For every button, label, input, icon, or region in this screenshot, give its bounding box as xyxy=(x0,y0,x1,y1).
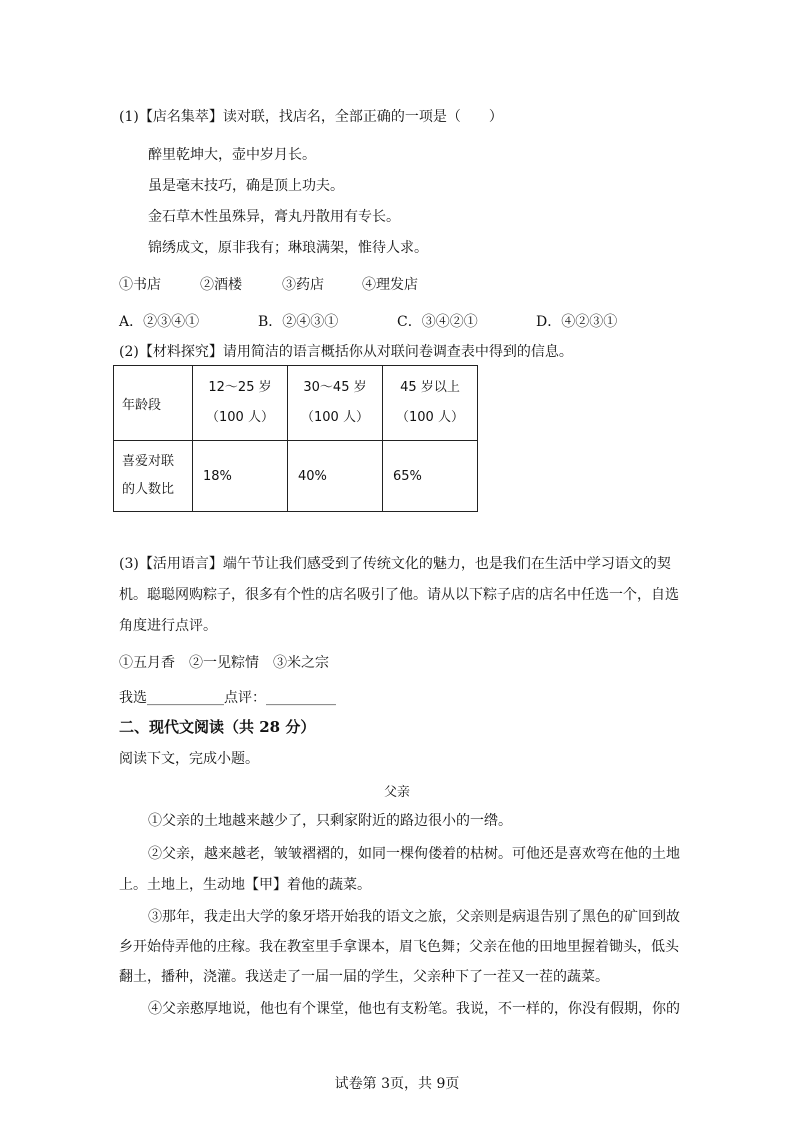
like-ratio-label-line2: 的人数比 xyxy=(122,482,175,497)
q2-question: (2)【材料探究】请用简洁的语言概括你从对联问卷调查表中得到的信息。 xyxy=(119,344,573,360)
shop-4: ④理发店 xyxy=(362,277,418,293)
q3-shop-names: ①五月香 ②一见粽情 ③米之宗 xyxy=(119,655,329,671)
reading-instruction: 阅读下文，完成小题。 xyxy=(119,751,259,767)
couplet-1: 醉里乾坤大，壶中岁月长。 xyxy=(148,147,316,163)
age-range: 45 岁以上 xyxy=(400,380,460,395)
sample-count: （100 人） xyxy=(301,410,369,425)
q3-answer-line: 我选___________点评：__________ xyxy=(119,690,336,706)
paragraph-line: 乡开始侍弄他的庄稼。我在教室里手拿课本，眉飞色舞；父亲在他的田地里握着锄头，低头 xyxy=(119,939,679,955)
ratio-value: 40% xyxy=(288,441,383,512)
couplet-2: 虽是毫末技巧，确是顶上功夫。 xyxy=(148,178,344,194)
age-group-label: 年龄段 xyxy=(114,366,193,441)
couplet-3: 金石草木性虽殊异，膏丸丹散用有专长。 xyxy=(148,209,400,225)
paragraph-line: ③那年，我走出大学的象牙塔开始我的语文之旅，父亲则是病退告别了黑色的矿回到故 xyxy=(148,909,680,925)
ratio-value: 65% xyxy=(383,441,478,512)
age-range: 12～25 岁 xyxy=(208,380,272,395)
q3-line-1: (3)【活用语言】端午节让我们感受到了传统文化的魅力，也是我们在生活中学习语文的契 xyxy=(119,556,671,572)
like-ratio-label-line1: 喜爱对联 xyxy=(122,454,175,469)
option-d: D．④②③① xyxy=(536,314,618,330)
section-heading: 二、现代文阅读（共 28 分） xyxy=(119,718,316,736)
table-cell xyxy=(383,366,478,441)
paragraph-line: ①父亲的土地越来越少了，只剩家附近的路边很小的一绺。 xyxy=(148,813,512,829)
paragraph-line: 上。土地上，生动地【甲】着他的蔬菜。 xyxy=(119,877,371,893)
table-cell xyxy=(193,366,288,441)
sample-count: （100 人） xyxy=(206,410,274,425)
q3-line-3: 角度进行点评。 xyxy=(119,618,217,634)
option-b: B．②④③① xyxy=(258,314,339,330)
shop-1: ①书店 xyxy=(119,277,161,293)
table-row xyxy=(114,441,478,512)
age-range: 30～45 岁 xyxy=(303,380,367,395)
survey-table xyxy=(113,365,478,512)
shop-3: ③药店 xyxy=(282,277,324,293)
sample-count: （100 人） xyxy=(396,410,464,425)
q3-line-2: 机。聪聪网购粽子，很多有个性的店名吸引了他。请从以下粽子店的店名中任选一个，自选 xyxy=(119,587,679,603)
table-row xyxy=(114,366,478,441)
page-footer: 试卷第 3页，共 9页 xyxy=(334,1076,460,1092)
paragraph-line: ②父亲，越来越老，皱皱褶褶的，如同一棵佝偻着的枯树。可他还是喜欢弯在他的土地 xyxy=(148,846,680,862)
paragraph-line: ④父亲憨厚地说，他也有个课堂，他也有支粉笔。我说，不一样的，你没有假期，你的 xyxy=(148,1001,680,1017)
like-ratio-label xyxy=(114,441,193,512)
option-a: A．②③④① xyxy=(119,314,200,330)
couplet-4: 锦绣成文，原非我有；琳琅满架，惟待人求。 xyxy=(148,240,428,256)
ratio-value: 18% xyxy=(193,441,288,512)
table-cell xyxy=(288,366,383,441)
paragraph-line: 翻土，播种，浇灌。我送走了一届一届的学生，父亲种下了一茬又一茬的蔬菜。 xyxy=(119,969,609,985)
q1-question: (1)【店名集萃】读对联，找店名，全部正确的一项是（ ） xyxy=(119,109,503,125)
article-title: 父亲 xyxy=(383,785,410,800)
shop-2: ②酒楼 xyxy=(200,277,242,293)
option-c: C．③④②① xyxy=(397,314,478,330)
